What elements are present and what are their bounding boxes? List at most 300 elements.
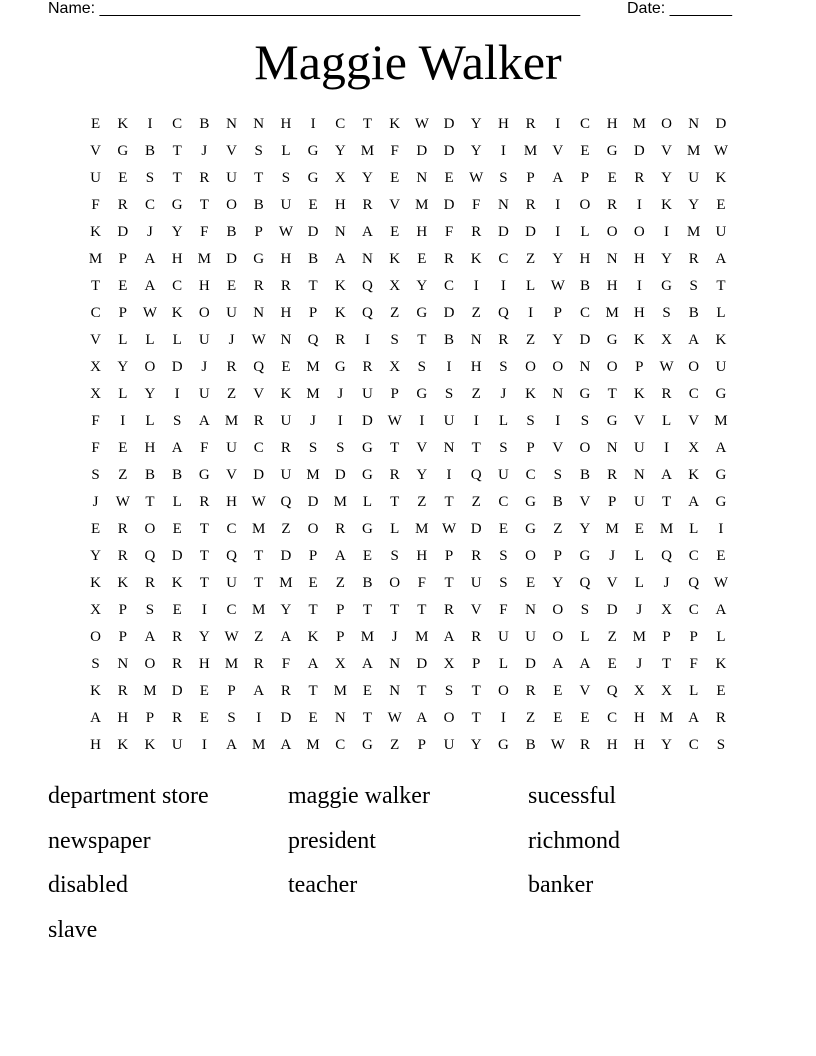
grid-letter: Q	[362, 305, 373, 321]
grid-letter: O	[552, 629, 564, 645]
grid-row	[82, 651, 742, 678]
grid-letter: N	[334, 710, 346, 726]
grid-letter: R	[444, 251, 455, 267]
grid-letter: S	[308, 440, 318, 456]
grid-letter: P	[444, 548, 454, 564]
grid-letter: K	[280, 386, 292, 402]
grid-letter: R	[280, 440, 291, 456]
word-list-item: sucessful	[528, 783, 616, 809]
grid-letter: T	[172, 170, 182, 186]
grid-letter: M	[360, 143, 375, 159]
grid-letter: K	[389, 251, 401, 267]
grid-letter: V	[579, 494, 591, 510]
grid-letter: R	[498, 332, 509, 348]
grid-letter: R	[634, 170, 645, 186]
grid-letter: A	[362, 224, 373, 240]
grid-letter: T	[254, 548, 264, 564]
grid-letter: M	[306, 359, 320, 375]
grid-letter: G	[606, 143, 618, 159]
grid-letter: H	[579, 251, 591, 267]
grid-letter: J	[391, 629, 398, 645]
grid-letter: M	[252, 737, 266, 753]
grid-letter: H	[280, 305, 292, 321]
grid-letter: N	[497, 197, 509, 213]
grid-letter: Y	[470, 143, 482, 159]
grid-letter: T	[308, 683, 318, 699]
grid-letter: Q	[688, 575, 700, 591]
grid-letter: M	[333, 494, 347, 510]
grid-letter: B	[688, 305, 699, 321]
grid-letter: X	[661, 683, 672, 699]
grid-letter: H	[606, 737, 618, 753]
grid-letter: T	[607, 386, 617, 402]
grid-letter: L	[634, 575, 644, 591]
grid-row	[82, 435, 742, 462]
grid-letter: R	[117, 548, 128, 564]
grid-letter: A	[552, 170, 564, 186]
grid-row	[82, 732, 742, 759]
grid-letter: C	[144, 197, 155, 213]
grid-letter: V	[661, 143, 672, 159]
grid-letter: A	[688, 332, 700, 348]
grid-letter: T	[308, 602, 318, 618]
grid-letter: P	[526, 170, 535, 186]
grid-letter: B	[226, 224, 237, 240]
grid-letter: E	[362, 683, 373, 699]
grid-letter: G	[606, 332, 618, 348]
grid-letter: S	[526, 413, 535, 429]
grid-letter: P	[689, 629, 698, 645]
grid-letter: Z	[417, 494, 427, 510]
grid-letter: C	[498, 251, 509, 267]
grid-letter: L	[362, 494, 373, 510]
grid-letter: C	[579, 305, 590, 321]
grid-letter: U	[171, 737, 183, 753]
grid-letter: B	[253, 197, 264, 213]
grid-row	[82, 624, 742, 651]
grid-letter: E	[634, 521, 644, 537]
grid-letter: N	[606, 440, 618, 456]
grid-letter: U	[280, 197, 292, 213]
grid-letter: U	[90, 170, 102, 186]
grid-letter: E	[281, 359, 291, 375]
grid-letter: S	[254, 143, 263, 159]
grid-letter: P	[336, 629, 345, 645]
grid-letter: F	[417, 575, 427, 591]
grid-row	[82, 111, 742, 138]
grid-letter: E	[526, 575, 536, 591]
grid-letter: W	[469, 170, 484, 186]
grid-letter: Z	[281, 521, 291, 537]
grid-letter: S	[716, 737, 726, 753]
grid-letter: E	[172, 602, 182, 618]
grid-letter: D	[117, 224, 129, 240]
grid-letter: D	[334, 467, 346, 483]
grid-letter: D	[470, 521, 482, 537]
grid-letter: G	[198, 467, 210, 483]
grid-letter: V	[633, 413, 645, 429]
grid-letter: T	[661, 656, 672, 672]
grid-letter: R	[661, 386, 672, 402]
grid-letter: D	[525, 656, 537, 672]
grid-letter: Q	[362, 278, 373, 294]
grid-letter: L	[716, 305, 726, 321]
grid-letter: S	[336, 440, 345, 456]
grid-letter: O	[497, 683, 509, 699]
grid-letter: F	[281, 656, 291, 672]
grid-letter: N	[389, 683, 401, 699]
grid-row	[82, 300, 742, 327]
grid-letter: K	[525, 386, 537, 402]
grid-letter: H	[198, 278, 210, 294]
grid-letter: Y	[470, 737, 482, 753]
grid-letter: I	[636, 278, 642, 294]
grid-letter: P	[417, 737, 427, 753]
grid-letter: A	[416, 710, 428, 726]
grid-letter: Y	[661, 170, 672, 186]
grid-letter: X	[661, 602, 672, 618]
grid-letter: I	[718, 521, 724, 537]
grid-letter: A	[715, 251, 727, 267]
grid-letter: B	[144, 143, 155, 159]
grid-letter: W	[224, 629, 239, 645]
grid-letter: I	[528, 305, 534, 321]
grid-row	[82, 705, 742, 732]
grid-letter: H	[633, 710, 645, 726]
grid-letter: E	[199, 683, 209, 699]
grid-letter: V	[253, 386, 265, 402]
grid-letter: N	[280, 332, 292, 348]
grid-letter: Y	[552, 251, 564, 267]
grid-letter: E	[91, 116, 101, 132]
grid-letter: R	[471, 548, 482, 564]
grid-letter: G	[606, 413, 618, 429]
word-list-item: newspaper	[48, 827, 151, 854]
grid-letter: H	[144, 440, 156, 456]
word-list-item: banker	[528, 872, 594, 898]
grid-letter: K	[470, 251, 482, 267]
grid-letter: V	[552, 143, 564, 159]
grid-letter: S	[227, 710, 236, 726]
grid-letter: S	[499, 548, 508, 564]
grid-letter: E	[498, 521, 508, 537]
grid-letter: U	[362, 386, 373, 402]
grid-letter: R	[172, 656, 183, 672]
grid-letter: J	[337, 386, 344, 402]
grid-letter: H	[416, 224, 428, 240]
grid-letter: X	[661, 332, 672, 348]
grid-letter: Q	[253, 359, 265, 375]
grid-letter: C	[579, 116, 590, 132]
grid-letter: B	[579, 467, 590, 483]
grid-letter: M	[197, 251, 212, 267]
grid-letter: M	[306, 737, 320, 753]
grid-row	[82, 543, 742, 570]
grid-letter: X	[443, 656, 455, 672]
grid-letter: M	[605, 521, 619, 537]
grid-letter: P	[390, 386, 399, 402]
word-list-row	[48, 867, 768, 912]
grid-letter: O	[144, 521, 156, 537]
grid-letter: M	[659, 710, 674, 726]
grid-letter: C	[172, 278, 183, 294]
grid-letter: K	[90, 575, 102, 591]
grid-letter: S	[689, 278, 698, 294]
grid-letter: K	[715, 170, 727, 186]
grid-letter: N	[579, 359, 591, 375]
grid-letter: D	[633, 143, 645, 159]
grid-letter: Q	[280, 494, 292, 510]
grid-letter: I	[555, 413, 561, 429]
grid-letter: W	[713, 575, 728, 591]
grid-letter: C	[335, 116, 346, 132]
grid-letter: V	[552, 440, 564, 456]
grid-letter: R	[253, 278, 264, 294]
grid-letter: R	[607, 197, 618, 213]
grid-letter: Z	[254, 629, 264, 645]
grid-letter: R	[253, 656, 264, 672]
grid-letter: C	[226, 521, 237, 537]
grid-letter: J	[147, 224, 153, 240]
grid-letter: Q	[307, 332, 319, 348]
grid-letter: G	[715, 494, 727, 510]
word-list-row	[48, 823, 768, 868]
grid-letter: V	[90, 332, 102, 348]
grid-letter: W	[387, 710, 402, 726]
grid-letter: W	[387, 413, 402, 429]
grid-letter: L	[145, 332, 155, 348]
grid-letter: I	[664, 224, 670, 240]
grid-letter: K	[90, 224, 102, 240]
word-list-row	[48, 912, 768, 957]
grid-letter: M	[333, 683, 347, 699]
grid-letter: P	[308, 548, 318, 564]
grid-letter: Q	[661, 548, 672, 564]
grid-letter: Y	[198, 629, 210, 645]
grid-letter: S	[499, 575, 508, 591]
grid-letter: U	[280, 413, 292, 429]
grid-letter: I	[446, 359, 452, 375]
grid-letter: A	[171, 440, 183, 456]
grid-letter: D	[171, 683, 183, 699]
grid-letter: J	[228, 332, 235, 348]
grid-letter: L	[580, 629, 590, 645]
grid-letter: C	[688, 548, 699, 564]
grid-letter: Z	[118, 467, 128, 483]
grid-letter: H	[606, 278, 618, 294]
grid-letter: N	[389, 656, 401, 672]
grid-letter: E	[199, 710, 209, 726]
grid-row	[82, 165, 742, 192]
grid-letter: A	[253, 683, 265, 699]
grid-letter: N	[226, 116, 237, 132]
grid-letter: I	[337, 413, 343, 429]
grid-letter: S	[499, 359, 508, 375]
grid-letter: R	[471, 629, 482, 645]
grid-letter: K	[117, 737, 129, 753]
grid-letter: D	[171, 359, 183, 375]
grid-letter: R	[280, 683, 291, 699]
grid-letter: L	[580, 224, 590, 240]
grid-letter: I	[310, 116, 316, 132]
grid-letter: O	[307, 521, 319, 537]
grid-letter: J	[500, 386, 507, 402]
grid-letter: B	[308, 251, 319, 267]
grid-letter: A	[552, 656, 564, 672]
grid-letter: K	[715, 656, 727, 672]
grid-letter: D	[443, 116, 455, 132]
grid-letter: G	[171, 197, 183, 213]
grid-letter: K	[117, 116, 129, 132]
grid-letter: I	[500, 143, 506, 159]
grid-letter: P	[254, 224, 263, 240]
grid-letter: L	[689, 683, 699, 699]
grid-letter: W	[142, 305, 158, 321]
grid-letter: O	[606, 359, 618, 375]
grid-letter: M	[224, 413, 239, 429]
grid-letter: B	[199, 116, 210, 132]
grid-letter: M	[143, 683, 157, 699]
grid-letter: Z	[471, 386, 481, 402]
grid-letter: Z	[390, 305, 400, 321]
grid-letter: J	[310, 413, 317, 429]
grid-letter: M	[687, 224, 701, 240]
grid-letter: R	[688, 251, 699, 267]
grid-letter: E	[553, 683, 563, 699]
grid-letter: R	[335, 332, 346, 348]
grid-letter: S	[499, 440, 508, 456]
word-list-item: department store	[48, 783, 209, 809]
grid-letter: T	[172, 143, 182, 159]
grid-letter: P	[118, 251, 127, 267]
grid-letter: J	[636, 656, 643, 672]
grid-letter: T	[471, 710, 481, 726]
grid-row	[82, 381, 742, 408]
grid-letter: I	[664, 440, 670, 456]
grid-letter: A	[280, 737, 292, 753]
grid-letter: Z	[335, 575, 345, 591]
grid-letter: K	[633, 332, 645, 348]
grid-letter: F	[472, 197, 481, 213]
grid-letter: D	[280, 548, 292, 564]
grid-letter: U	[226, 170, 237, 186]
grid-letter: T	[362, 710, 373, 726]
grid-letter: O	[552, 602, 564, 618]
grid-letter: U	[280, 467, 292, 483]
grid-letter: T	[417, 602, 427, 618]
grid-letter: V	[226, 143, 237, 159]
grid-letter: S	[553, 467, 562, 483]
grid-letter: C	[498, 494, 509, 510]
grid-row	[82, 138, 742, 165]
grid-letter: X	[389, 278, 401, 294]
grid-letter: I	[473, 278, 479, 294]
grid-letter: T	[471, 440, 481, 456]
grid-letter: N	[525, 602, 537, 618]
grid-letter: D	[280, 710, 292, 726]
grid-letter: R	[579, 737, 590, 753]
grid-letter: F	[200, 440, 209, 456]
grid-letter: Z	[526, 251, 536, 267]
grid-letter: S	[390, 332, 399, 348]
grid-letter: I	[473, 413, 479, 429]
grid-letter: U	[443, 413, 455, 429]
grid-letter: Y	[579, 521, 591, 537]
grid-letter: U	[198, 332, 210, 348]
grid-letter: E	[308, 575, 318, 591]
grid-letter: T	[390, 602, 400, 618]
grid-letter: Y	[688, 197, 700, 213]
grid-letter: W	[278, 224, 293, 240]
grid-letter: T	[362, 602, 373, 618]
grid-letter: U	[633, 494, 645, 510]
grid-letter: E	[716, 548, 726, 564]
grid-letter: W	[441, 521, 457, 537]
grid-letter: S	[390, 548, 399, 564]
grid-row	[82, 354, 742, 381]
grid-letter: R	[471, 224, 482, 240]
grid-letter: T	[308, 278, 318, 294]
grid-letter: B	[444, 332, 455, 348]
grid-letter: H	[633, 305, 645, 321]
grid-letter: V	[416, 440, 428, 456]
grid-letter: K	[661, 197, 672, 213]
page-title: Maggie Walker	[254, 34, 562, 90]
word-list-item: teacher	[288, 872, 358, 898]
grid-letter: P	[336, 602, 345, 618]
grid-letter: Y	[117, 359, 129, 375]
grid-letter: F	[499, 602, 508, 618]
grid-letter: E	[390, 224, 400, 240]
grid-letter: U	[470, 575, 482, 591]
grid-letter: B	[579, 278, 590, 294]
grid-letter: H	[198, 656, 210, 672]
grid-letter: C	[90, 305, 101, 321]
grid-letter: H	[90, 737, 102, 753]
grid-letter: W	[251, 332, 266, 348]
grid-letter: H	[606, 116, 618, 132]
grid-letter: H	[470, 359, 482, 375]
word-list	[48, 778, 768, 956]
grid-letter: R	[444, 602, 455, 618]
grid-letter: J	[201, 359, 208, 375]
grid-letter: K	[715, 332, 727, 348]
grid-letter: T	[254, 170, 264, 186]
grid-letter: G	[117, 143, 129, 159]
grid-letter: R	[199, 494, 210, 510]
grid-row	[82, 273, 742, 300]
grid-letter: F	[91, 440, 100, 456]
grid-row	[82, 570, 742, 597]
grid-letter: U	[497, 629, 509, 645]
grid-letter: M	[306, 386, 320, 402]
grid-letter: I	[500, 710, 506, 726]
grid-letter: A	[715, 602, 727, 618]
grid-letter: C	[688, 386, 699, 402]
grid-letter: G	[362, 440, 373, 456]
word-list-item: slave	[48, 916, 98, 943]
grid-letter: A	[579, 656, 591, 672]
grid-letter: L	[689, 521, 699, 537]
grid-letter: O	[552, 359, 564, 375]
grid-letter: E	[308, 710, 318, 726]
grid-letter: D	[307, 224, 319, 240]
grid-letter: C	[607, 710, 618, 726]
grid-letter: V	[606, 575, 618, 591]
grid-letter: J	[663, 575, 670, 591]
grid-letter: P	[227, 683, 236, 699]
grid-letter: F	[444, 224, 454, 240]
